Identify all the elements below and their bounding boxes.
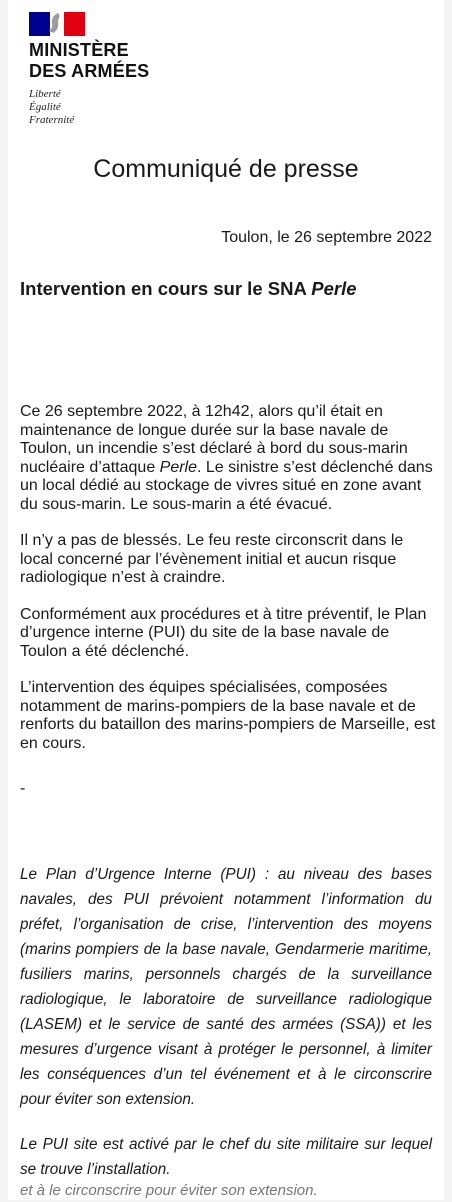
paragraph: Conformément aux procédures et à titre préventif, le Plan d’urgence interne (PUI) du site de la base navale de Toulon a été déclenché. [20, 605, 427, 660]
ministry-logo [29, 12, 149, 127]
ministry-line-2: DES ARMÉES [29, 61, 150, 81]
motto-liberte: Liberté [29, 88, 61, 100]
headline-vessel-name: Perle [311, 278, 357, 299]
overlapping-text: et à le circonscrire pour éviter son extension. [20, 1182, 318, 1199]
note-pui: Le Plan d’Urgence Interne (PUI) : au niveau des bases navales, des PUI prévoient notamment l’information du préfet, l’organisation de crise, l’intervention des moyens (marins pompiers de la base navale, Gendarmerie maritime, fusiliers marins, personnels chargés de la surveillance radiologique, le laboratoire de surveillance radiologique (LASEM) et le service de santé des armées (SSA)) et les mesures d’urgence visant à protéger le personnel, à limiter les conséquences d’un tel événement et à le circonscrire pour éviter son extension. [20, 866, 432, 1108]
note-pui-site: Le PUI site est activé par le chef du site militaire sur lequel se trouve l’installation. [20, 1136, 432, 1178]
headline [20, 278, 357, 300]
paragraph: Il n’y a pas de blessés. Le feu reste circonscrit dans le local concerné par l’évènement initial et aucun risque radiologique n’est à craindre. [20, 532, 404, 586]
separator: - [20, 780, 26, 797]
paragraph: Ce 26 septembre 2022, à 12h42, alors qu’il était en maintenance de longue durée sur la base navale de Toulon, un incendie s’est déclaré à bord du sous-marin nucléaire d’attaque Perle. Le sinistre s’est déclenché dans un local dédié au stockage de vivres situé en zone avant du sous-marin. Le sous-marin a été évacué. [20, 403, 433, 513]
page-title: Communiqué de presse [93, 155, 359, 183]
paragraph: L’intervention des équipes spécialisées, composées notamment de marins-pompiers de la base navale et de renforts du bataillon des marins-pompiers de Marseille, est en cours. [20, 679, 436, 752]
ministry-line-1: MINISTÈRE [29, 40, 129, 60]
dateline: Toulon, le 26 septembre 2022 [221, 229, 432, 246]
republic-motto [29, 88, 149, 127]
marianne-flag-icon [29, 12, 85, 36]
body-text [20, 403, 436, 771]
motto-fraternite: Fraternité [29, 114, 75, 126]
motto-egalite: Égalité [29, 101, 61, 113]
ministry-name [29, 40, 149, 82]
footnotes [20, 862, 432, 1202]
headline-text: Intervention en cours sur le SNA [20, 278, 312, 299]
